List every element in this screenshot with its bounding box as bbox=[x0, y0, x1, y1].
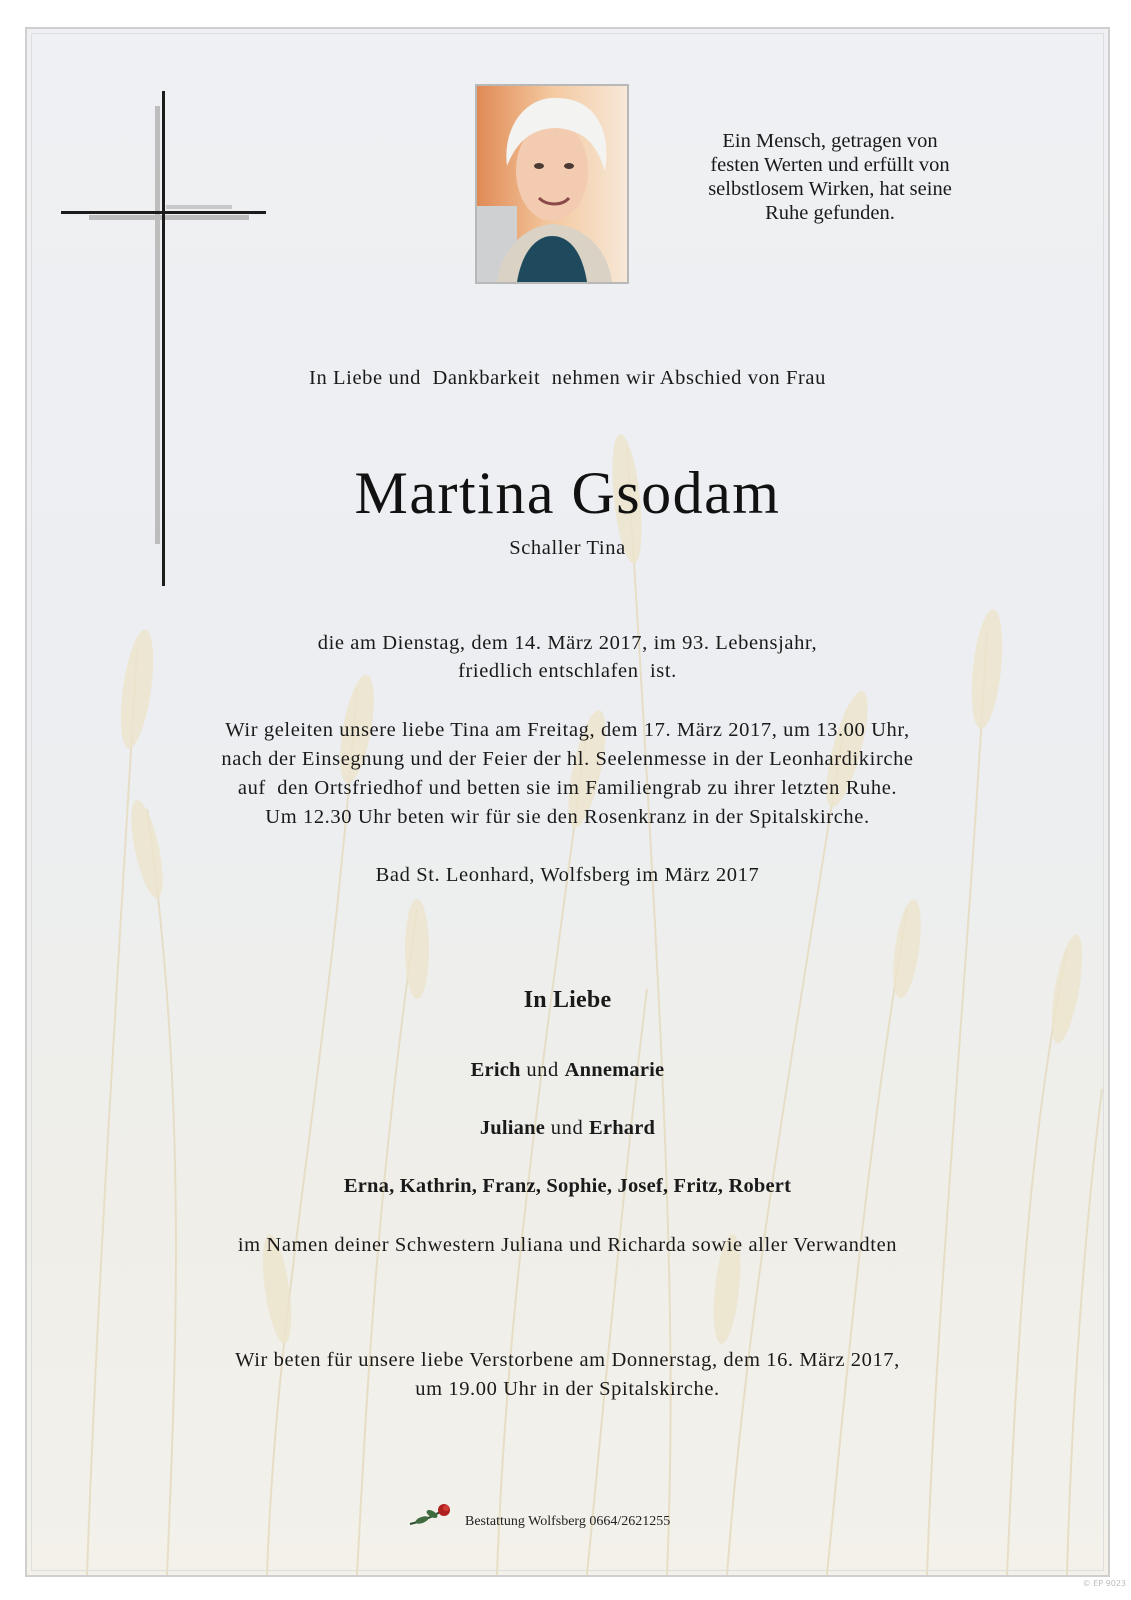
intro-text: In Liebe und Dankbarkeit nehmen wir Abschied von Frau bbox=[309, 367, 826, 389]
funeral-line: auf den Ortsfriedhof und betten sie im Familiengrab zu ihrer letzten Ruhe. bbox=[237, 777, 898, 799]
quote-text bbox=[675, 129, 985, 225]
funeral-line: Um 12.30 Uhr beten wir für sie den Rosenkranz in der Spitalskirche. bbox=[265, 806, 870, 828]
obituary-card bbox=[25, 27, 1126, 1588]
portrait-photo bbox=[475, 84, 629, 284]
grandchildren-line: Erna, Kathrin, Franz, Sophie, Josef, Fritz, Robert bbox=[343, 1175, 792, 1197]
mourner-name: Erich bbox=[470, 1059, 521, 1081]
relatives-line: im Namen deiner Schwestern Juliana und Richarda sowie aller Verwandten bbox=[237, 1234, 898, 1256]
rose-icon bbox=[408, 1502, 456, 1528]
deceased-name: Martina Gsodam bbox=[354, 460, 781, 526]
mourner-name: Juliane bbox=[479, 1117, 546, 1139]
death-line: die am Dienstag, dem 14. März 2017, im 93. Lebensjahr, bbox=[317, 632, 818, 654]
funeral-line: nach der Einsegnung und der Feier der hl. Seelenmesse in der Leonhardikirche bbox=[221, 748, 914, 770]
place-date: Bad St. Leonhard, Wolfsberg im März 2017 bbox=[375, 864, 760, 886]
quote-line: selbstlosem Wirken, hat seine bbox=[708, 178, 952, 200]
nickname: Schaller Tina bbox=[509, 537, 626, 559]
in-liebe-heading: In Liebe bbox=[523, 987, 612, 1013]
funeral-home-contact: Bestattung Wolfsberg 0664/2621255 bbox=[465, 1514, 671, 1529]
quote-line: festen Werten und erfüllt von bbox=[710, 154, 950, 176]
mourner-join: und bbox=[545, 1117, 590, 1139]
mourner-name: Annemarie bbox=[564, 1059, 665, 1081]
prayer-line: um 19.00 Uhr in der Spitalskirche. bbox=[415, 1378, 720, 1400]
template-code: © EP 9023 bbox=[1082, 1579, 1126, 1588]
mourner-line bbox=[27, 1059, 1108, 1082]
prayer-line: Wir beten für unsere liebe Verstorbene am Donnerstag, dem 16. März 2017, bbox=[235, 1349, 900, 1371]
mourner-name: Erhard bbox=[589, 1117, 656, 1139]
mourner-join: und bbox=[520, 1059, 565, 1081]
quote-line: Ruhe gefunden. bbox=[765, 202, 895, 224]
death-line: friedlich entschlafen ist. bbox=[458, 660, 677, 682]
funeral-line: Wir geleiten unsere liebe Tina am Freitag, dem 17. März 2017, um 13.00 Uhr, bbox=[225, 719, 910, 741]
mourner-line bbox=[27, 1117, 1108, 1140]
quote-line: Ein Mensch, getragen von bbox=[722, 130, 938, 152]
